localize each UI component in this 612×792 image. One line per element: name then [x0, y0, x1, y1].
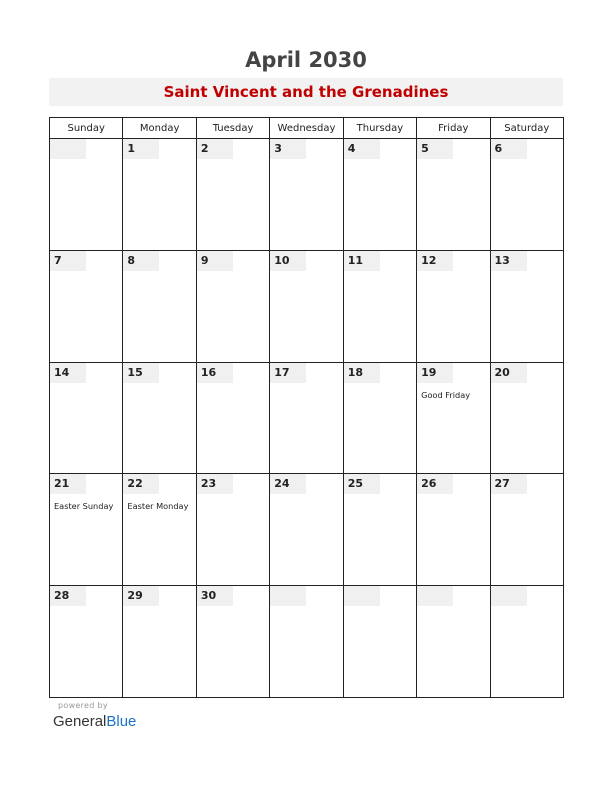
- day-cell: [343, 250, 416, 362]
- day-number: 15: [127, 365, 143, 379]
- day-number: 21: [54, 477, 70, 491]
- day-cell: [417, 362, 490, 474]
- brand-name-blue: Blue: [106, 713, 137, 730]
- brand-name-general: General: [53, 713, 107, 730]
- day-cell: [50, 474, 123, 586]
- day-number: 10: [274, 253, 290, 267]
- day-cell: [343, 139, 416, 251]
- day-cell: [417, 139, 490, 251]
- day-number: 5: [421, 142, 429, 155]
- day-cell: [270, 474, 343, 586]
- day-number: 9: [200, 253, 209, 267]
- holiday-label: Good Friday: [421, 389, 471, 400]
- weekday-header: Thursday: [343, 118, 416, 139]
- day-number: 13: [494, 253, 510, 267]
- day-number-box: [50, 139, 86, 159]
- day-number-box: [417, 586, 453, 606]
- day-cell: [196, 250, 269, 362]
- country-name: Saint Vincent and the Grenadines: [49, 78, 563, 106]
- day-cell: [50, 250, 123, 362]
- day-number: 11: [347, 253, 363, 267]
- day-number: 7: [54, 253, 62, 267]
- day-cell: [50, 586, 123, 698]
- day-cell: [417, 474, 490, 586]
- powered-by-label: powered by: [58, 701, 108, 710]
- day-cell: [343, 586, 416, 698]
- day-cell: [270, 362, 343, 474]
- day-cell: [123, 586, 196, 698]
- day-cell: [196, 139, 269, 251]
- day-cell: [490, 250, 563, 362]
- day-cell: [343, 474, 416, 586]
- holiday-label: Easter Sunday: [54, 501, 114, 512]
- weekday-header: Tuesday: [196, 118, 269, 139]
- day-cell: [123, 474, 196, 586]
- day-cell: [270, 139, 343, 251]
- day-number: 17: [274, 365, 290, 379]
- holiday-label: Easter Monday: [127, 501, 189, 512]
- day-number: 6: [494, 142, 503, 155]
- day-number: 22: [127, 477, 143, 491]
- day-number: 20: [494, 365, 510, 379]
- week-row: [50, 586, 564, 698]
- day-number: 30: [200, 589, 217, 603]
- brand-logo: [53, 713, 136, 730]
- day-cell: [196, 362, 269, 474]
- day-cell: [123, 250, 196, 362]
- day-number: 23: [200, 477, 217, 491]
- day-cell: [123, 362, 196, 474]
- day-cell: [490, 474, 563, 586]
- day-cell: [270, 586, 343, 698]
- day-number: 24: [274, 477, 290, 491]
- day-cell: [343, 362, 416, 474]
- weekday-header: Sunday: [50, 118, 123, 139]
- day-cell: [417, 250, 490, 362]
- day-cell: [490, 139, 563, 251]
- day-cell: [123, 139, 196, 251]
- day-number: 26: [421, 477, 437, 491]
- day-number: 8: [127, 253, 136, 267]
- calendar-title: April 2030: [245, 48, 367, 72]
- calendar-grid: [49, 117, 564, 698]
- day-number: 12: [421, 253, 437, 267]
- week-row: [50, 362, 564, 474]
- day-number: 27: [494, 477, 510, 491]
- day-number-box: [491, 586, 527, 606]
- day-cell: [270, 250, 343, 362]
- day-cell: [490, 586, 563, 698]
- day-cell: [417, 586, 490, 698]
- weekday-header: Monday: [123, 118, 196, 139]
- day-number: 1: [127, 142, 136, 155]
- day-number-box: [270, 586, 306, 606]
- day-cell: [196, 474, 269, 586]
- day-number-box: [344, 586, 380, 606]
- weekday-header: Saturday: [490, 118, 563, 139]
- day-number: 29: [127, 589, 143, 603]
- day-number: 18: [347, 365, 363, 379]
- week-row: [50, 139, 564, 251]
- day-number: 25: [347, 477, 363, 491]
- day-cell: [50, 362, 123, 474]
- week-row: [50, 250, 564, 362]
- weekday-header: Wednesday: [270, 118, 343, 139]
- day-number: 2: [200, 142, 209, 155]
- week-row: [50, 474, 564, 586]
- day-cell: [490, 362, 563, 474]
- day-number: 4: [347, 142, 356, 155]
- day-number: 28: [54, 589, 70, 603]
- weekday-header-row: [50, 118, 564, 139]
- day-cell: [50, 139, 123, 251]
- day-cell: [196, 586, 269, 698]
- day-number: 19: [421, 365, 437, 379]
- day-number: 3: [274, 142, 282, 155]
- day-number: 16: [200, 365, 217, 379]
- day-number: 14: [54, 365, 70, 379]
- weekday-header: Friday: [417, 118, 490, 139]
